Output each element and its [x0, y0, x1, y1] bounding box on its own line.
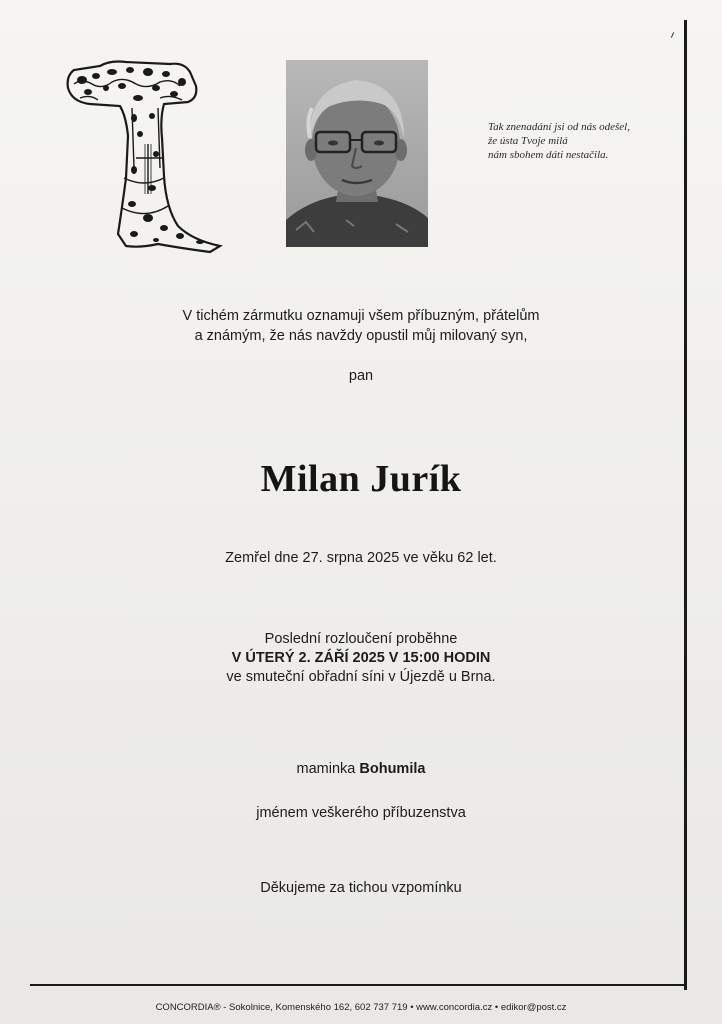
poem-line: že ústa Tvoje milá: [488, 135, 568, 147]
portrait-photo: [286, 60, 428, 247]
deceased-name: Milan Jurík: [260, 458, 462, 500]
funeral-details: [0, 630, 722, 687]
cross-icon: [60, 58, 234, 254]
border-vertical-line: [684, 20, 687, 990]
announcement-intro: [0, 306, 722, 346]
mourner-family: jménem veškerého příbuzenstva: [256, 805, 466, 821]
mourner-mother: [0, 759, 722, 779]
poem-line: nám sbohem dáti nestačila.: [488, 149, 609, 161]
footer-imprint: CONCORDIA® - Sokolnice, Komenského 162, 602 737 719 • www.concordia.cz • edikor@post.cz: [155, 1002, 567, 1013]
funeral-datetime: V ÚTERÝ 2. ZÁŘÍ 2025 V 15:00 HODIN: [231, 650, 491, 666]
intro-line-1: V tichém zármutku oznamuji všem příbuzným, přátelům: [182, 308, 540, 324]
intro-line-2: a známým, že nás navždy opustil můj milovaný syn,: [194, 328, 528, 344]
funeral-location: ve smuteční obřadní síni v Újezdě u Brna.: [226, 669, 496, 685]
funeral-line-1: Poslední rozloučení proběhne: [264, 631, 458, 647]
memorial-poem: [488, 120, 678, 162]
mourner-name: Bohumila: [359, 761, 426, 777]
death-notice: Zemřel dne 27. srpna 2025 ve věku 62 let.: [225, 550, 497, 566]
poem-line: Tak znenadání jsi od nás odešel,: [488, 121, 630, 133]
mourner-prefix: maminka: [296, 761, 360, 777]
title-word: pan: [348, 368, 374, 384]
border-horizontal-line: [30, 984, 686, 986]
thanks-line: Děkujeme za tichou vzpomínku: [260, 880, 462, 896]
